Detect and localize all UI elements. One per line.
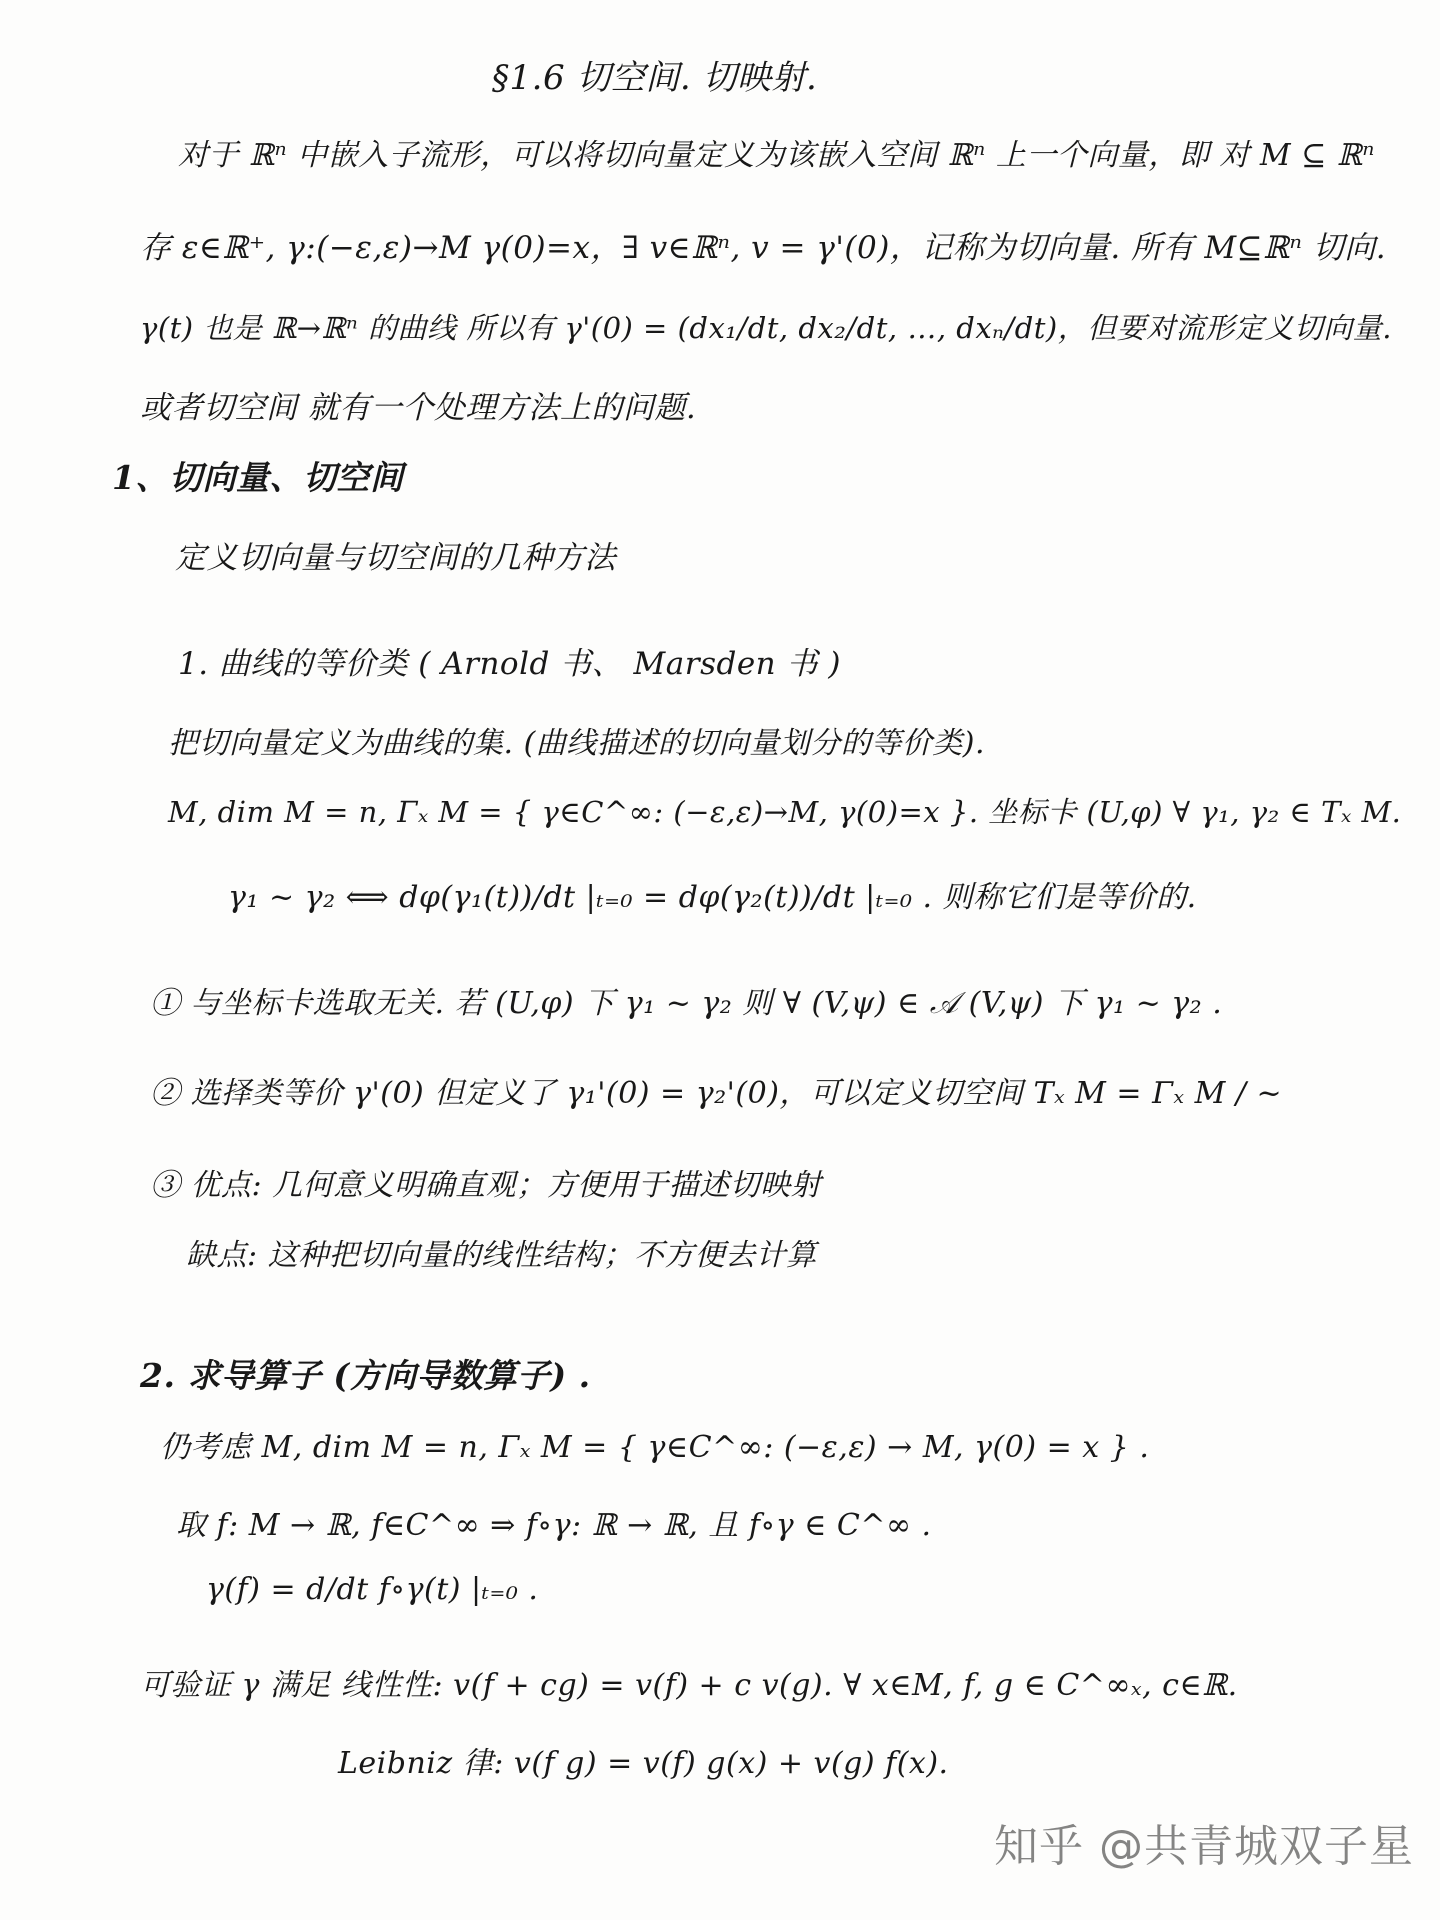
section2-heading: 2. 求导算子 (方向导数算子) .: [140, 1356, 591, 1395]
note-2: ② 选择类等价 γ'(0) 但定义了 γ₁'(0) = γ₂'(0)，可以定义切空间 Tₓ M = Γₓ M / ~: [150, 1076, 1283, 1111]
section1-subtitle: 定义切向量与切空间的几种方法: [175, 540, 616, 576]
intro-line-4: 或者切空间 就有一个处理方法上的问题.: [140, 390, 697, 426]
item1-line-3: γ₁ ~ γ₂ ⟺ dφ(γ₁(t))/dt |ₜ₌₀ = dφ(γ₂(t))/dt |ₜ₌₀ . 则称它们是等价的.: [228, 880, 1197, 915]
section2-line-4: 可验证 γ 满足 线性性: v(f + cg) = v(f) + c v(g). ∀ x∈M, f, g ∈ C^∞ₓ, c∈ℝ.: [140, 1668, 1238, 1703]
item1-line-2: M, dim M = n, Γₓ M = { γ∈C^∞: (−ε,ε)→M, γ(0)=x }. 坐标卡 (U,φ) ∀ γ₁, γ₂ ∈ Tₓ M.: [168, 795, 1402, 829]
intro-line-3: γ(t) 也是 ℝ→ℝⁿ 的曲线 所以有 γ'(0) = (dx₁/dt, dx₂/dt, …, dxₙ/dt)，但要对流形定义切向量.: [140, 311, 1392, 345]
section2-line-1: 仍考虑 M, dim M = n, Γₓ M = { γ∈C^∞: (−ε,ε) → M, γ(0) = x } .: [160, 1430, 1150, 1465]
note-3: ③ 优点: 几何意义明确直观；方便用于描述切映射: [150, 1168, 822, 1203]
intro-line-2: 存 ε∈ℝ⁺, γ:(−ε,ε)→M γ(0)=x，∃ v∈ℝⁿ, v = γ'(0)，记称为切向量. 所有 M⊆ℝⁿ 切向.: [140, 230, 1387, 266]
section2-line-3: γ(f) = d/dt f∘γ(t) |ₜ₌₀ .: [206, 1572, 539, 1607]
note-1: ① 与坐标卡选取无关. 若 (U,φ) 下 γ₁ ~ γ₂ 则 ∀ (V,ψ) ∈ 𝒜 (V,ψ) 下 γ₁ ~ γ₂ .: [150, 986, 1223, 1021]
intro-line-1: 对于 ℝⁿ 中嵌入子流形，可以将切向量定义为该嵌入空间 ℝⁿ 上一个向量，即 对 M ⊆ ℝⁿ: [178, 138, 1375, 173]
item1-line-1: 把切向量定义为曲线的集. (曲线描述的切向量划分的等价类).: [168, 726, 986, 761]
item1-heading: 1. 曲线的等价类 ( Arnold 书、 Marsden 书 ): [178, 646, 841, 682]
zhihu-watermark: 知乎 @共青城双子星: [994, 1821, 1414, 1872]
note-4: 缺点: 这种把切向量的线性结构；不方便去计算: [186, 1238, 817, 1273]
page-title: §1.6 切空间. 切映射.: [492, 58, 818, 98]
section2-line-5: Leibniz 律: v(f g) = v(f) g(x) + v(g) f(x).: [338, 1746, 949, 1781]
section1-heading: 1、切向量、切空间: [112, 458, 404, 497]
section2-line-2: 取 f: M → ℝ, f∈C^∞ ⇒ f∘γ: ℝ → ℝ, 且 f∘γ ∈ C^∞ .: [176, 1508, 932, 1543]
